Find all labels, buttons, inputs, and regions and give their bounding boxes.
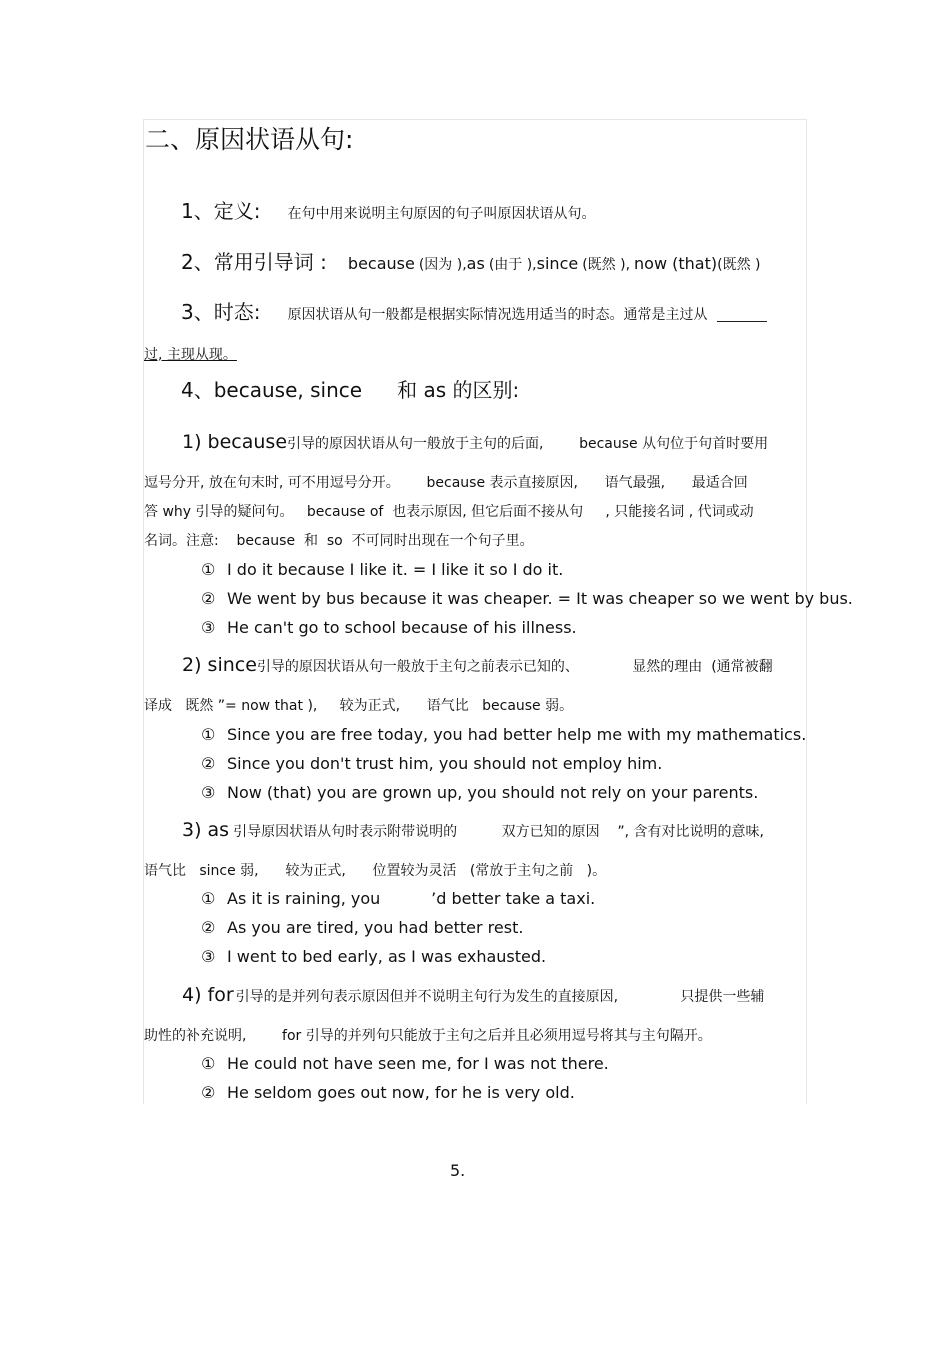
example-marker: ③ <box>201 947 216 966</box>
example-item <box>201 756 662 772</box>
definition-text: 在句中用来说明主句原因的句子叫原因状语从句。 <box>287 206 596 222</box>
example-text: Since you are free today, you had better help me with my mathematics. <box>227 725 807 744</box>
difference-label: 4、because, since <box>181 378 363 402</box>
gloss-now-that: (既然 ) <box>717 257 761 273</box>
example-marker: ① <box>201 889 216 908</box>
example-marker: ① <box>201 1054 216 1073</box>
since-subheading: 2) since <box>182 654 257 676</box>
word-as: as <box>466 254 485 273</box>
example-marker: ② <box>201 754 216 773</box>
example-text: I do it because I like it. = I like it so I do it. <box>227 560 564 579</box>
example-text: I went to bed early, as I was exhausted. <box>227 947 547 966</box>
example-text: Now (that) you are grown up, you should not rely on your parents. <box>227 783 759 802</box>
example-text: He can't go to school because of his illness. <box>227 618 577 637</box>
tense-label: 3、时态: <box>181 300 261 324</box>
example-marker: ② <box>201 1083 216 1102</box>
difference-heading <box>181 380 519 400</box>
example-text: We went by bus because it was cheaper. = It was cheaper so we went by bus. <box>227 589 853 608</box>
because-text-1: 引导的原因状语从句一般放于主句的后面, because 从句位于句首时要用 <box>287 436 769 452</box>
because-text-4: 名词。注意: because 和 so 不可同时出现在一个句子里。 <box>144 533 534 549</box>
tense-line <box>181 302 767 322</box>
because-subheading: 1) because <box>182 431 288 453</box>
tense-text: 原因状语从句一般都是根据实际情况选用适当的时态。通常是主过从 <box>287 307 708 323</box>
as-text-1: 引导原因状语从句时表示附带说明的 双方已知的原因 ”, 含有对比说明的意味, <box>233 824 764 840</box>
example-item <box>201 1056 609 1072</box>
as-paragraph-line-1 <box>182 821 764 840</box>
for-paragraph-line-1 <box>182 986 764 1005</box>
because-text-2: 逗号分开, 放在句末时, 可不用逗号分开。 because 表示直接原因, 语气最强, 最适合回 <box>144 475 748 491</box>
word-because: because <box>347 254 415 273</box>
word-now-that: now (that) <box>634 254 718 273</box>
because-paragraph-line-1 <box>182 433 768 452</box>
page-number: 5. <box>450 1161 466 1180</box>
example-text: He seldom goes out now, for he is very old. <box>227 1083 575 1102</box>
conjunctions-line <box>181 252 760 272</box>
example-item <box>201 591 853 607</box>
example-text: As it is raining, you ’d better take a taxi. <box>227 889 596 908</box>
as-subheading: 3) as <box>182 819 230 841</box>
example-item <box>201 727 806 743</box>
example-text: Since you don't trust him, you should not employ him. <box>227 754 663 773</box>
example-item <box>201 949 546 965</box>
example-marker: ② <box>201 589 216 608</box>
gloss-as: (由于 ), <box>488 257 537 273</box>
for-text-2: 助性的补充说明, for 引导的并列句只能放于主句之后并且必须用逗号将其与主句隔开。 <box>144 1028 712 1044</box>
example-item <box>201 920 523 936</box>
example-marker: ③ <box>201 618 216 637</box>
example-item <box>201 891 595 907</box>
since-text-1: 引导的原因状语从句一般放于主句之前表示已知的、 显然的理由 (通常被翻 <box>256 659 773 675</box>
difference-label-tail: 和 as 的区别: <box>397 378 520 402</box>
definition-line <box>181 201 596 221</box>
example-text: He could not have seen me, for I was not there. <box>227 1054 609 1073</box>
example-item <box>201 1085 575 1101</box>
conjunctions-label: 2、常用引导词 : <box>181 250 327 274</box>
example-item <box>201 785 758 801</box>
fill-blank <box>717 305 767 322</box>
because-text-3: 答 why 引导的疑问句。 because of 也表示原因, 但它后面不接从句 , 只能接名词 , 代词或动 <box>144 504 754 520</box>
example-marker: ① <box>201 725 216 744</box>
gloss-since: (既然 ), <box>582 257 631 273</box>
example-item <box>201 620 577 636</box>
for-text-1: 引导的是并列句表示原因但并不说明主句行为发生的直接原因, 只提供一些辅 <box>235 989 765 1005</box>
as-text-2: 语气比 since 弱, 较为正式, 位置较为灵活 (常放于主句之前 )。 <box>144 863 607 879</box>
section-heading: 二、原因状语从句: <box>145 125 354 154</box>
example-marker: ① <box>201 560 216 579</box>
tense-continuation: 过, 主现从现。 <box>144 347 237 363</box>
example-text: As you are tired, you had better rest. <box>227 918 524 937</box>
since-text-2: 译成 既然 ”= now that ), 较为正式, 语气比 because 弱。 <box>144 698 574 714</box>
gloss-because: (因为 ), <box>418 257 467 273</box>
word-since: since <box>536 254 579 273</box>
example-marker: ② <box>201 918 216 937</box>
for-subheading: 4) for <box>182 984 234 1006</box>
example-item <box>201 562 563 578</box>
since-paragraph-line-1 <box>182 656 773 675</box>
definition-label: 1、定义: <box>181 199 261 223</box>
example-marker: ③ <box>201 783 216 802</box>
